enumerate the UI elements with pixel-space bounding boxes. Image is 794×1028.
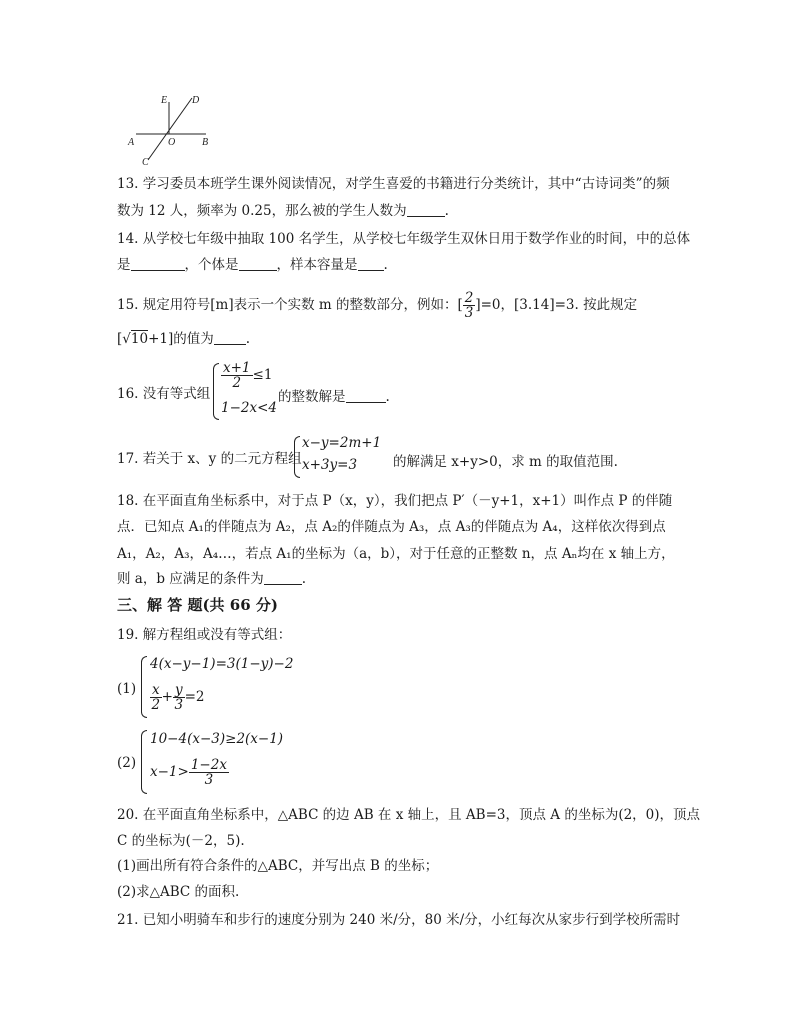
q16-eq1 xyxy=(221,361,272,390)
answer-blank[interactable] xyxy=(358,256,384,271)
fraction xyxy=(150,683,162,712)
q13-line2 xyxy=(117,202,449,220)
fraction xyxy=(189,758,229,787)
answer-blank[interactable] xyxy=(264,570,302,585)
q17-prefix: 17. 若关于 x、y 的二元方程组 xyxy=(117,451,302,467)
q18-line1: 18. 在平面直角坐标系中，对于点 P（x，y），我们把点 P′（－y+1，x+1）叫作点 P 的伴随 xyxy=(117,493,673,509)
q18-line2: 点．已知点 A₁的伴随点为 A₂，点 A₂的伴随点为 A₃，点 A₃的伴随点为 A₄，这样依次得到点 xyxy=(117,519,666,535)
sqrt-symbol: √ xyxy=(122,331,131,347)
q14-p1: 是 xyxy=(117,257,131,273)
q15-text-c: [ xyxy=(117,331,123,347)
q19-p2-eq2-lhs: x−1> xyxy=(150,764,189,780)
q15-text-a: 15. 规定用符号[m]表示一个实数 m 的整数部分，例如：[ xyxy=(117,297,463,313)
fraction-denominator: 3 xyxy=(464,305,474,321)
q20-line1: 20. 在平面直角坐标系中，△ABC 的边 AB 在 x 轴上，且 AB=3，顶点 A 的坐标为(2，0)，顶点 xyxy=(117,807,701,823)
q16-eq2: 1−2x<4 xyxy=(221,400,278,416)
q20-sub1: (1)画出所有符合条件的△ABC，并写出点 B 的坐标； xyxy=(117,858,439,874)
fraction-numerator: x+1 xyxy=(223,360,251,376)
q14-line2 xyxy=(117,256,388,274)
q18-end: . xyxy=(301,571,307,587)
q19-p1-label: (1) xyxy=(117,681,137,697)
fraction xyxy=(463,291,476,320)
fraction-numerator: 2 xyxy=(464,290,474,306)
q19-p2-eq1: 10−4(x−3)≥2(x−1) xyxy=(150,731,284,747)
answer-blank[interactable] xyxy=(239,256,277,271)
q16-prefix: 16. 没有等式组 xyxy=(117,386,211,402)
label-o: O xyxy=(168,137,176,148)
q15-text-d: +1]的值为 xyxy=(148,331,214,347)
q19-p1-eq2-rest: =2 xyxy=(184,689,205,705)
answer-blank[interactable] xyxy=(131,256,185,271)
q16-suffix-text: 的整数解是 xyxy=(278,389,346,405)
system-brace xyxy=(141,656,147,718)
q14-line1: 14. 从学校七年级中抽取 100 名学生，从学校七年级学生双休日用于数学作业的时间，中的总体 xyxy=(117,231,691,247)
q16-eq1-rest: ≤1 xyxy=(252,367,273,383)
line-cd xyxy=(148,98,192,160)
q17-eq1: x−y=2m+1 xyxy=(302,435,382,451)
fraction-numerator: x xyxy=(152,682,160,698)
q19-title: 19. 解方程组或没有等式组： xyxy=(117,627,292,643)
q14-p2: ，个体是 xyxy=(184,257,239,273)
q19-p1-eq1: 4(x−y−1)=3(1−y)−2 xyxy=(150,656,294,672)
system-brace xyxy=(141,730,147,794)
fraction xyxy=(173,683,185,712)
answer-blank[interactable] xyxy=(346,388,386,403)
q14-p3: ，样本容量是 xyxy=(276,257,358,273)
label-e: E xyxy=(161,95,168,106)
system-brace xyxy=(213,363,219,420)
q18-line3: A₁，A₂，A₃，A₄…，若点 A₁的坐标为（a，b），对于任意的正整数 n，点 Aₙ均在 x 轴上方， xyxy=(117,546,675,562)
q19-p2-label: (2) xyxy=(117,755,137,771)
q18-line4-text: 则 a，b 应满足的条件为 xyxy=(117,571,264,587)
q19-p2-eq2 xyxy=(150,758,229,787)
q13-line1: 13. 学习委员本班学生课外阅读情况，对学生喜爱的书籍进行分类统计，其中“古诗词类”的频 xyxy=(117,176,670,192)
q15-end: . xyxy=(245,331,251,347)
answer-blank[interactable] xyxy=(214,330,246,345)
fraction xyxy=(221,361,253,390)
fraction-denominator: 2 xyxy=(151,697,161,713)
label-d: D xyxy=(192,95,200,106)
answer-blank[interactable] xyxy=(407,202,445,217)
fraction-numerator: y xyxy=(174,682,183,698)
q13-line2-text: 数为 12 人，频率为 0.25，那么被的学生人数为 xyxy=(117,203,407,219)
label-a: A xyxy=(128,137,135,148)
q21-line1: 21. 已知小明骑车和步行的速度分别为 240 米/分，80 米/分，小红每次从家步行到学校所需时 xyxy=(117,912,681,928)
fraction-denominator: 3 xyxy=(204,772,214,788)
q18-line4 xyxy=(117,570,306,588)
q15-line2 xyxy=(117,330,250,348)
q20-line2: C 的坐标为(－2，5). xyxy=(117,833,245,849)
q19-plus: + xyxy=(161,689,173,705)
q15-line1 xyxy=(117,290,637,320)
section-title: 三、解 答 题(共 66 分) xyxy=(117,596,278,614)
geometry-figure xyxy=(120,88,220,168)
q20-sub2: (2)求△ABC 的面积. xyxy=(117,884,240,900)
fraction-denominator: 3 xyxy=(174,697,184,713)
q19-p1-eq2 xyxy=(150,683,204,712)
q17-suffix: 的解满足 x+y>0，求 m 的取值范围. xyxy=(393,454,618,470)
q17-eq2: x+3y=3 xyxy=(302,457,358,473)
q15-text-b: ]=0，[3.14]=3. 按此规定 xyxy=(475,297,638,313)
label-b: B xyxy=(202,137,209,148)
system-brace xyxy=(294,436,300,478)
fraction-numerator: 1−2x xyxy=(190,757,227,773)
sqrt-argument: 10 xyxy=(130,331,149,347)
q16-end: . xyxy=(385,389,390,405)
label-c: C xyxy=(142,157,149,168)
q13-end: . xyxy=(444,203,449,219)
q14-end: . xyxy=(383,257,388,273)
q16-suffix xyxy=(278,385,390,405)
fraction-denominator: 2 xyxy=(232,375,242,391)
